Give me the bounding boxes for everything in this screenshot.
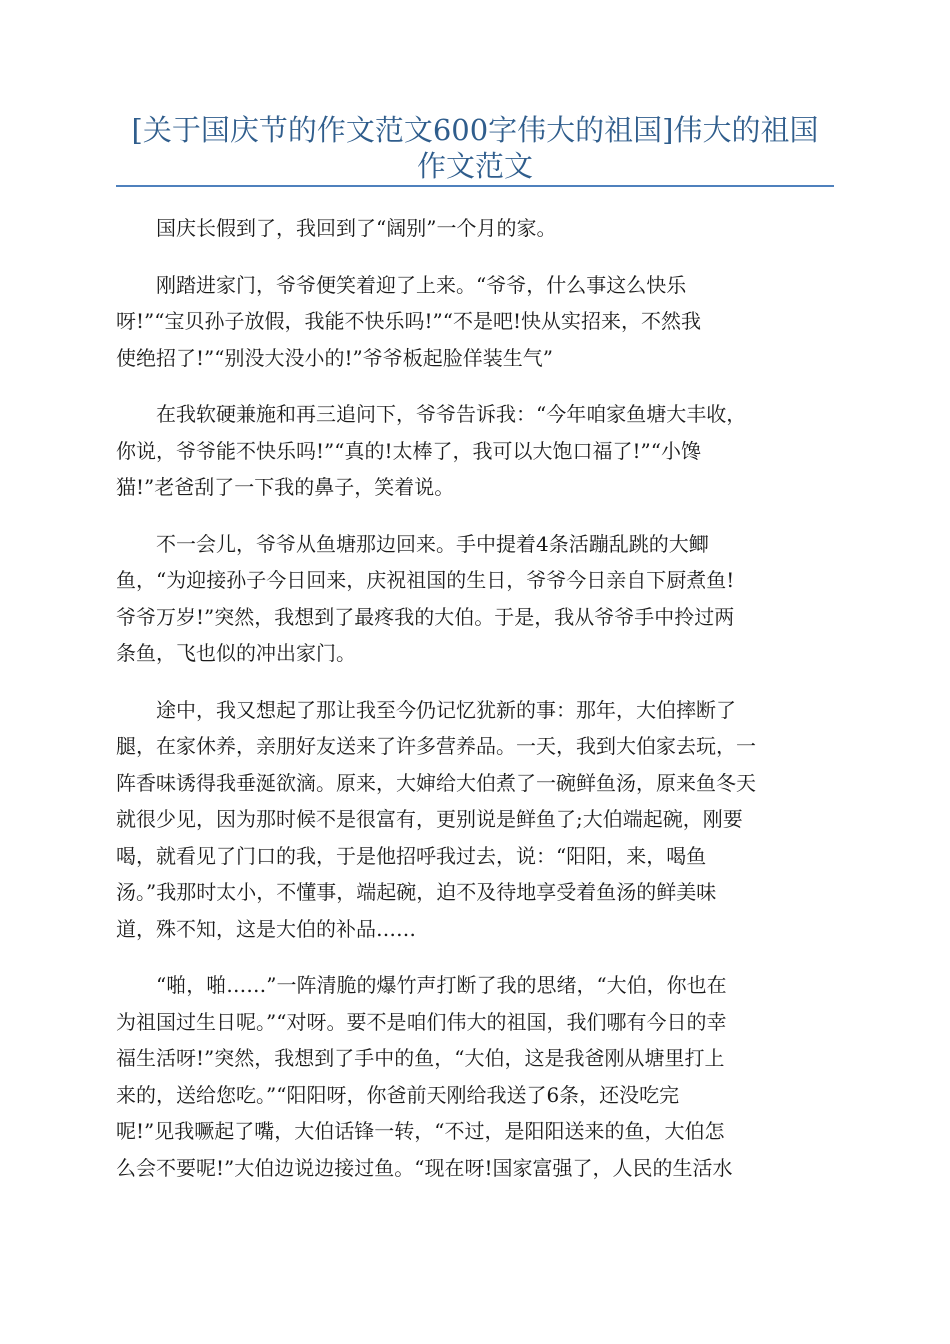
paragraph-line: 来的，送给您吃。”“阳阳呀，你爸前天刚给我送了6条，还没吃完: [116, 1082, 680, 1107]
document-title: [116, 112, 834, 184]
paragraph: [116, 692, 834, 948]
paragraph-line: 么会不要呢!”大伯边说边接过鱼。“现在呀!国家富强了，人民的生活水: [116, 1155, 733, 1180]
paragraph-line: 呀!”“宝贝孙子放假，我能不快乐吗!”“不是吧!快从实招来，不然我: [116, 309, 702, 333]
paragraph-line: 腿，在家休养，亲朋好友送来了许多营养品。一天，我到大伯家去玩，一: [116, 734, 756, 758]
paragraph-line: 道，殊不知，这是大伯的补品……: [116, 916, 416, 941]
paragraph: [116, 526, 834, 672]
paragraph-line: 喝，就看见了门口的我，于是他招呼我过去，说：“阳阳，来，喝鱼: [116, 843, 707, 868]
paragraph-line: 不一会儿，爷爷从鱼塘那边回来。手中提着4条活蹦乱跳的大鲫: [156, 531, 709, 556]
title-line-2: 作文范文: [416, 149, 533, 183]
document-body: [116, 210, 834, 1206]
paragraph-line: 为祖国过生日呢。”“对呀。要不是咱们伟大的祖国，我们哪有今日的幸: [116, 1009, 727, 1034]
paragraph-line: 途中，我又想起了那让我至今仍记忆犹新的事：那年，大伯摔断了: [156, 697, 736, 722]
paragraph: [116, 396, 834, 506]
paragraph-line: 汤。”我那时太小，不懂事，端起碗，迫不及待地享受着鱼汤的鲜美味: [116, 880, 717, 904]
paragraph-line: “啪，啪……”一阵清脆的爆竹声打断了我的思绪，“大伯，你也在: [156, 973, 727, 997]
paragraph-line: 阵香味诱得我垂涎欲滴。原来，大婶给大伯煮了一碗鲜鱼汤，原来鱼冬天: [116, 770, 756, 795]
paragraph-line: 福生活呀!”突然，我想到了手中的鱼，“大伯，这是我爸刚从塘里打上: [116, 1046, 725, 1070]
paragraph-line: 就很少见，因为那时候不是很富有，更别说是鲜鱼了;大伯端起碗，刚要: [116, 807, 743, 831]
paragraph-line: 爷爷万岁!”突然，我想到了最疼我的大伯。于是，我从爷爷手中拎过两: [116, 604, 735, 629]
paragraph-line: 鱼，“为迎接孙子今日回来，庆祝祖国的生日，爷爷今日亲自下厨煮鱼!: [116, 568, 735, 592]
paragraph-line: 在我软硬兼施和再三追问下，爷爷告诉我：“今年咱家鱼塘大丰收，: [156, 402, 747, 426]
paragraph-line: 呢!”见我噘起了嘴，大伯话锋一转，“不过，是阳阳送来的鱼，大伯怎: [116, 1119, 725, 1143]
paragraph-line: 刚踏进家门，爷爷便笑着迎了上来。“爷爷，什么事这么快乐: [156, 272, 687, 297]
paragraph-line: 你说，爷爷能不快乐吗!”“真的!太棒了，我可以大饱口福了!”“小馋: [116, 438, 702, 463]
paragraph: [116, 967, 834, 1186]
paragraph-line: 猫!”老爸刮了一下我的鼻子，笑着说。: [116, 475, 455, 499]
paragraph: [116, 267, 834, 377]
paragraph-line: 条鱼，飞也似的冲出家门。: [116, 641, 356, 665]
title-underline: [116, 185, 834, 187]
paragraph: [116, 210, 834, 247]
title-line-1: [关于国庆节的作文范文600字伟大的祖国]伟大的祖国: [131, 113, 819, 147]
paragraph-line: 使绝招了!”“别没大没小的!”爷爷板起脸佯装生气”: [116, 345, 553, 370]
paragraph-line: 国庆长假到了，我回到了“阔别”一个月的家。: [156, 216, 557, 240]
